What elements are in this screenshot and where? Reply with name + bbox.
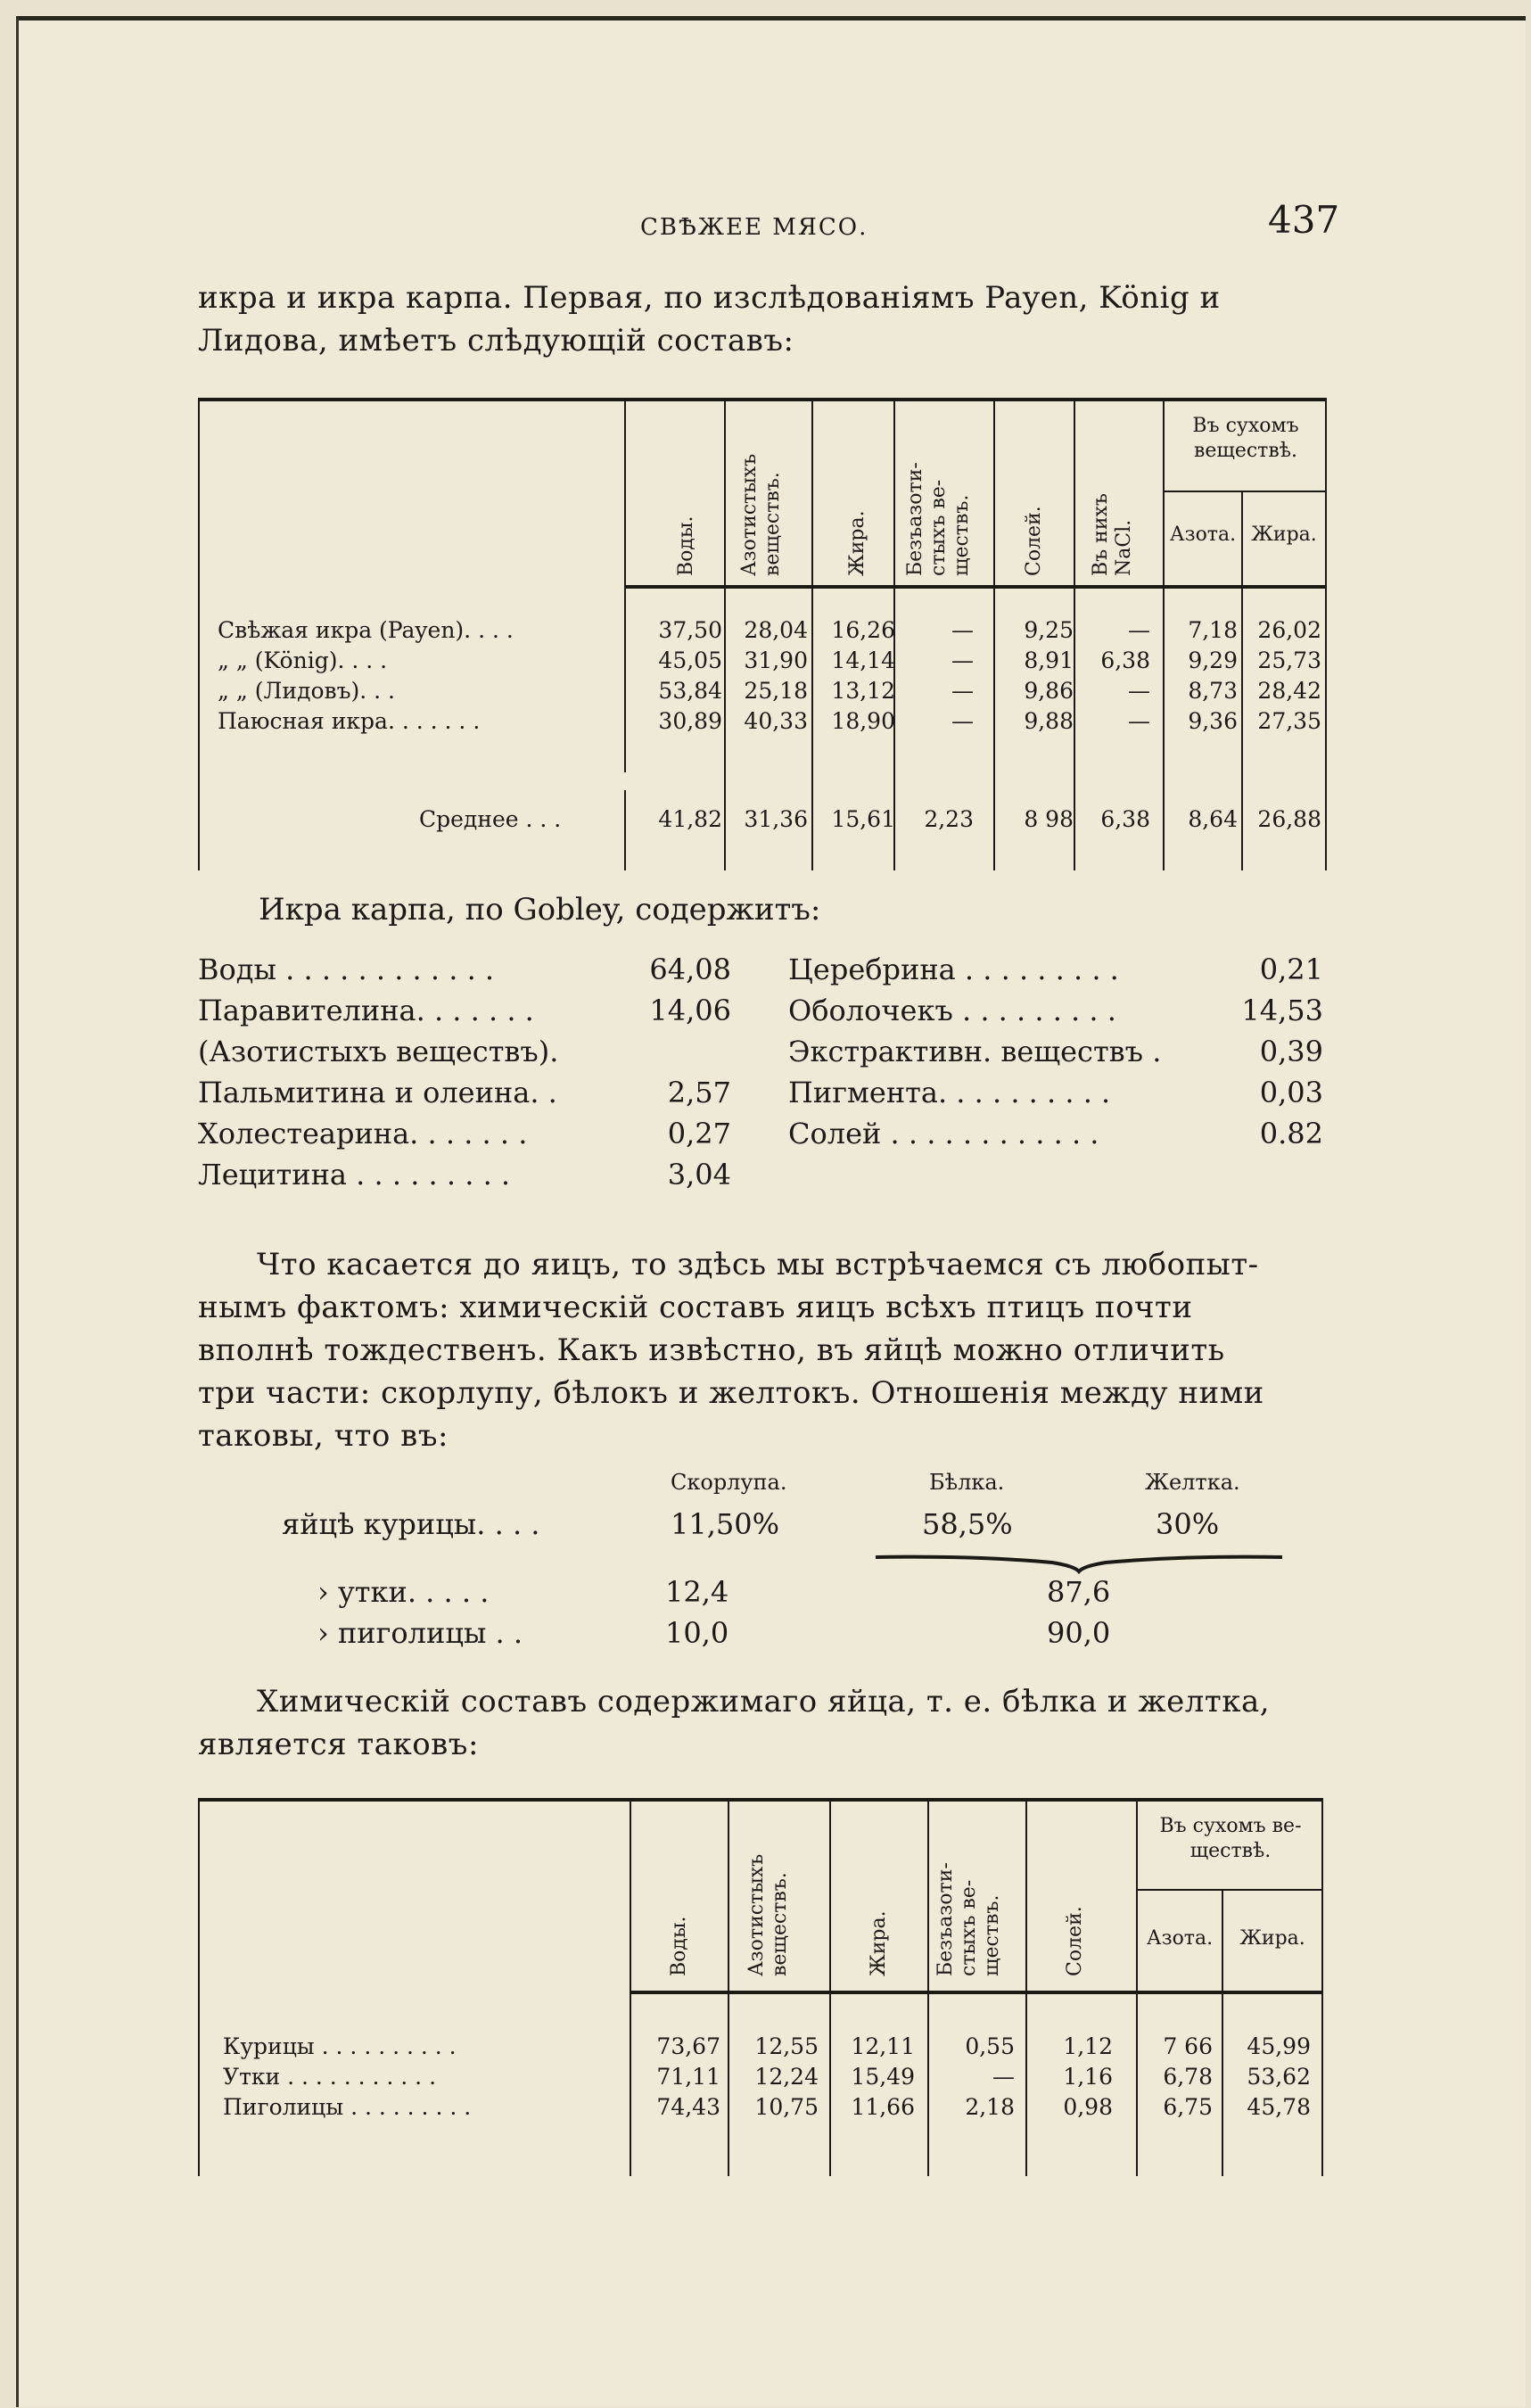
composition-label: Холестеарина. . . . . . . — [198, 1117, 528, 1150]
table-cell: 6,38 — [1100, 806, 1150, 832]
composition-value: 14,06 — [649, 994, 731, 1027]
composition-value: 0,21 — [1259, 952, 1323, 986]
table-cell: 14,14 — [831, 647, 895, 673]
table-cell: 9,88 — [1024, 708, 1074, 734]
table-cell: 18,90 — [831, 708, 895, 734]
table-cell: 25,18 — [744, 678, 808, 704]
eggs-paragraph — [198, 1243, 1323, 1457]
egg-shell-value: 11,50% — [671, 1507, 780, 1541]
table-cell: 0,98 — [1063, 2094, 1113, 2120]
table-row-label: „ „ (König). . . . — [218, 647, 388, 673]
table-cell: 31,90 — [744, 647, 808, 673]
text-line: Лидова, имѣетъ слѣдующій составъ: — [198, 323, 794, 359]
table-cell: 12,24 — [754, 2064, 819, 2090]
table-cell: 1,16 — [1063, 2064, 1113, 2090]
table-cell: 9,86 — [1024, 678, 1074, 704]
table-cell: 71,11 — [656, 2064, 720, 2090]
table-cell: 26,02 — [1257, 617, 1321, 643]
text-line: Что касается до яицъ, то здѣсь мы встрѣчаемся съ любопыт- — [257, 1247, 1259, 1282]
composition-value: 14,53 — [1241, 994, 1323, 1027]
carp-intro: Икра карпа, по Gobley, содержитъ: — [259, 892, 821, 928]
table-cell: 74,43 — [656, 2094, 720, 2120]
table-cell: 11,66 — [851, 2094, 915, 2120]
brace-mark — [874, 1548, 1284, 1575]
table-cell: 7 66 — [1163, 2033, 1213, 2059]
egg-row-label: › пиголицы . . — [317, 1616, 523, 1650]
table-cell: 45,78 — [1247, 2094, 1311, 2120]
table-cell: 9,25 — [1024, 617, 1074, 643]
composition-value: 3,04 — [667, 1158, 731, 1192]
composition-label: Оболочекъ . . . . . . . . . — [788, 994, 1116, 1027]
table-row-label: Свѣжая икра (Payen). . . . — [218, 617, 514, 643]
table-cell: 12,55 — [754, 2033, 819, 2059]
table-row-label: Утки . . . . . . . . . . . — [223, 2064, 437, 2090]
table-cell: — — [951, 617, 974, 643]
column-header: Жира. — [868, 1910, 890, 1976]
column-header: Жира. — [1239, 1927, 1305, 1950]
table-row-label: Пиголицы . . . . . . . . . — [223, 2094, 472, 2120]
yolk-header: Желтка. — [1145, 1470, 1240, 1495]
text-line: вполнѣ тождественъ. Какъ извѣстно, въ яйцѣ можно отличить — [198, 1332, 1225, 1368]
table-cell: 31,36 — [744, 806, 808, 832]
table-cell: 26,88 — [1257, 806, 1321, 832]
table-cell: 37,50 — [658, 617, 722, 643]
table-cell: 12,11 — [851, 2033, 915, 2059]
egg-white-value: 58,5% — [922, 1507, 1013, 1541]
table-cell: — — [1128, 708, 1150, 734]
table-row-label: „ „ (Лидовъ). . . — [218, 678, 395, 704]
composition-label: Экстрактивн. веществъ . — [788, 1035, 1162, 1068]
table-cell: — — [1128, 617, 1150, 643]
table-cell: 27,35 — [1257, 708, 1321, 734]
table-cell: 13,12 — [831, 678, 895, 704]
column-header: Жира. — [846, 510, 868, 576]
text-line: икра и икра карпа. Первая, по изслѣдованіямъ Payen, König и — [198, 280, 1221, 316]
table-cell: 8,73 — [1188, 678, 1238, 704]
table-cell: 40,33 — [744, 708, 808, 734]
table-cell: 6,38 — [1100, 647, 1150, 673]
egg-combined-value: 87,6 — [1047, 1575, 1111, 1609]
text-line: Химическій составъ содержимаго яйца, т. е. бѣлка и желтка, — [257, 1684, 1271, 1719]
table-cell: 2,23 — [924, 806, 974, 832]
intro-paragraph — [198, 276, 1323, 362]
egg-row-label: › утки. . . . . — [317, 1575, 490, 1609]
column-header: Безъазоти- стыхъ ве- ществъ. — [904, 462, 973, 576]
text-line: нымъ фактомъ: химическій составъ яицъ всѣхъ птицъ почти — [198, 1290, 1193, 1325]
egg-combined-value: 90,0 — [1047, 1616, 1111, 1650]
text-line: таковы, что въ: — [198, 1418, 449, 1454]
table-cell: 9,36 — [1188, 708, 1238, 734]
column-header: Солей. — [1023, 506, 1045, 576]
table-cell: 6,78 — [1163, 2064, 1213, 2090]
table-cell: 7,18 — [1188, 617, 1238, 643]
egg-shell-value: 12,4 — [665, 1575, 729, 1609]
table-cell: 45,99 — [1247, 2033, 1311, 2059]
composition-label: Пигмента. . . . . . . . . . — [788, 1076, 1111, 1109]
table-cell: 10,75 — [754, 2094, 819, 2120]
table-cell: 28,42 — [1257, 678, 1321, 704]
table-cell: — — [951, 647, 974, 673]
dry-matter-header: Въ сухомъ ве- ществѣ. — [1159, 1815, 1302, 1862]
egg-yolk-value: 30% — [1156, 1507, 1220, 1541]
table-cell: 6,75 — [1163, 2094, 1213, 2120]
table-cell: 1,12 — [1063, 2033, 1113, 2059]
column-header: Воды. — [675, 515, 697, 576]
column-header: Азота. — [1146, 1927, 1214, 1950]
composition-value: 0,39 — [1259, 1035, 1323, 1068]
table-cell: 16,26 — [831, 617, 895, 643]
dry-matter-header: Въ сухомъ веществѣ. — [1192, 415, 1299, 462]
table-cell: 9,29 — [1188, 647, 1238, 673]
column-header: Жира. — [1251, 524, 1317, 546]
table-cell: 41,82 — [658, 806, 722, 832]
table-cell: — — [951, 708, 974, 734]
composition-value: 0,03 — [1259, 1076, 1323, 1109]
table-cell: 15,49 — [851, 2064, 915, 2090]
composition-label: (Азотистыхъ веществъ). — [198, 1035, 559, 1068]
egg-row-label: яйцѣ курицы. . . . — [282, 1507, 540, 1541]
table-row-label: Курицы . . . . . . . . . . — [223, 2033, 457, 2059]
table-cell: 73,67 — [656, 2033, 720, 2059]
composition-value: 2,57 — [667, 1076, 731, 1109]
composition-value: 0,27 — [667, 1117, 731, 1150]
table-cell: — — [992, 2064, 1015, 2090]
column-header: Въ нихъ NaCl. — [1090, 493, 1135, 576]
composition-label: Пальмитина и олеина. . — [198, 1076, 557, 1109]
table-cell: 45,05 — [658, 647, 722, 673]
column-header: Солей. — [1064, 1906, 1086, 1976]
table-cell: 53,62 — [1247, 2064, 1311, 2090]
table-cell: 15,61 — [831, 806, 895, 832]
table-cell: 8 98 — [1024, 806, 1074, 832]
white-header: Бѣлка. — [929, 1470, 1005, 1495]
table-cell: 8,91 — [1024, 647, 1074, 673]
table-cell: 53,84 — [658, 678, 722, 704]
shell-header: Скорлупа. — [671, 1470, 787, 1495]
table-cell: 8,64 — [1188, 806, 1238, 832]
column-header: Воды. — [668, 1916, 690, 1976]
composition-label: Лецитина . . . . . . . . . — [198, 1158, 511, 1192]
running-title: СВѢЖЕЕ МЯСО. — [640, 214, 868, 241]
mean-row-label: Среднее . . . — [419, 806, 562, 832]
table-cell: — — [1128, 678, 1150, 704]
text-line: три части: скорлупу, бѣлокъ и желтокъ. Отношенія между ними — [198, 1375, 1264, 1411]
composition-value: 64,08 — [649, 952, 731, 986]
text-line: является таковъ: — [198, 1727, 479, 1762]
column-header: Безъазоти- стыхъ ве- ществъ. — [934, 1862, 1003, 1976]
table-cell: — — [951, 678, 974, 704]
table-cell: 25,73 — [1257, 647, 1321, 673]
table-cell: 30,89 — [658, 708, 722, 734]
table-cell: 2,18 — [965, 2094, 1015, 2120]
page-number: 437 — [1268, 198, 1340, 242]
composition-value: 0.82 — [1259, 1117, 1323, 1150]
contents-paragraph — [198, 1680, 1323, 1766]
table-row-label: Паюсная икра. . . . . . . — [218, 708, 481, 734]
table-cell: 0,55 — [965, 2033, 1015, 2059]
table-cell: 28,04 — [744, 617, 808, 643]
composition-label: Воды . . . . . . . . . . . . — [198, 952, 495, 986]
composition-label: Паравителина. . . . . . . — [198, 994, 534, 1027]
composition-label: Солей . . . . . . . . . . . . — [788, 1117, 1099, 1150]
column-header: Азотистыхъ веществъ. — [738, 453, 784, 576]
egg-shell-value: 10,0 — [665, 1616, 729, 1650]
column-header: Азотистыхъ веществъ. — [745, 1853, 791, 1976]
column-header: Азота. — [1169, 524, 1237, 546]
composition-label: Церебрина . . . . . . . . . — [788, 952, 1119, 986]
